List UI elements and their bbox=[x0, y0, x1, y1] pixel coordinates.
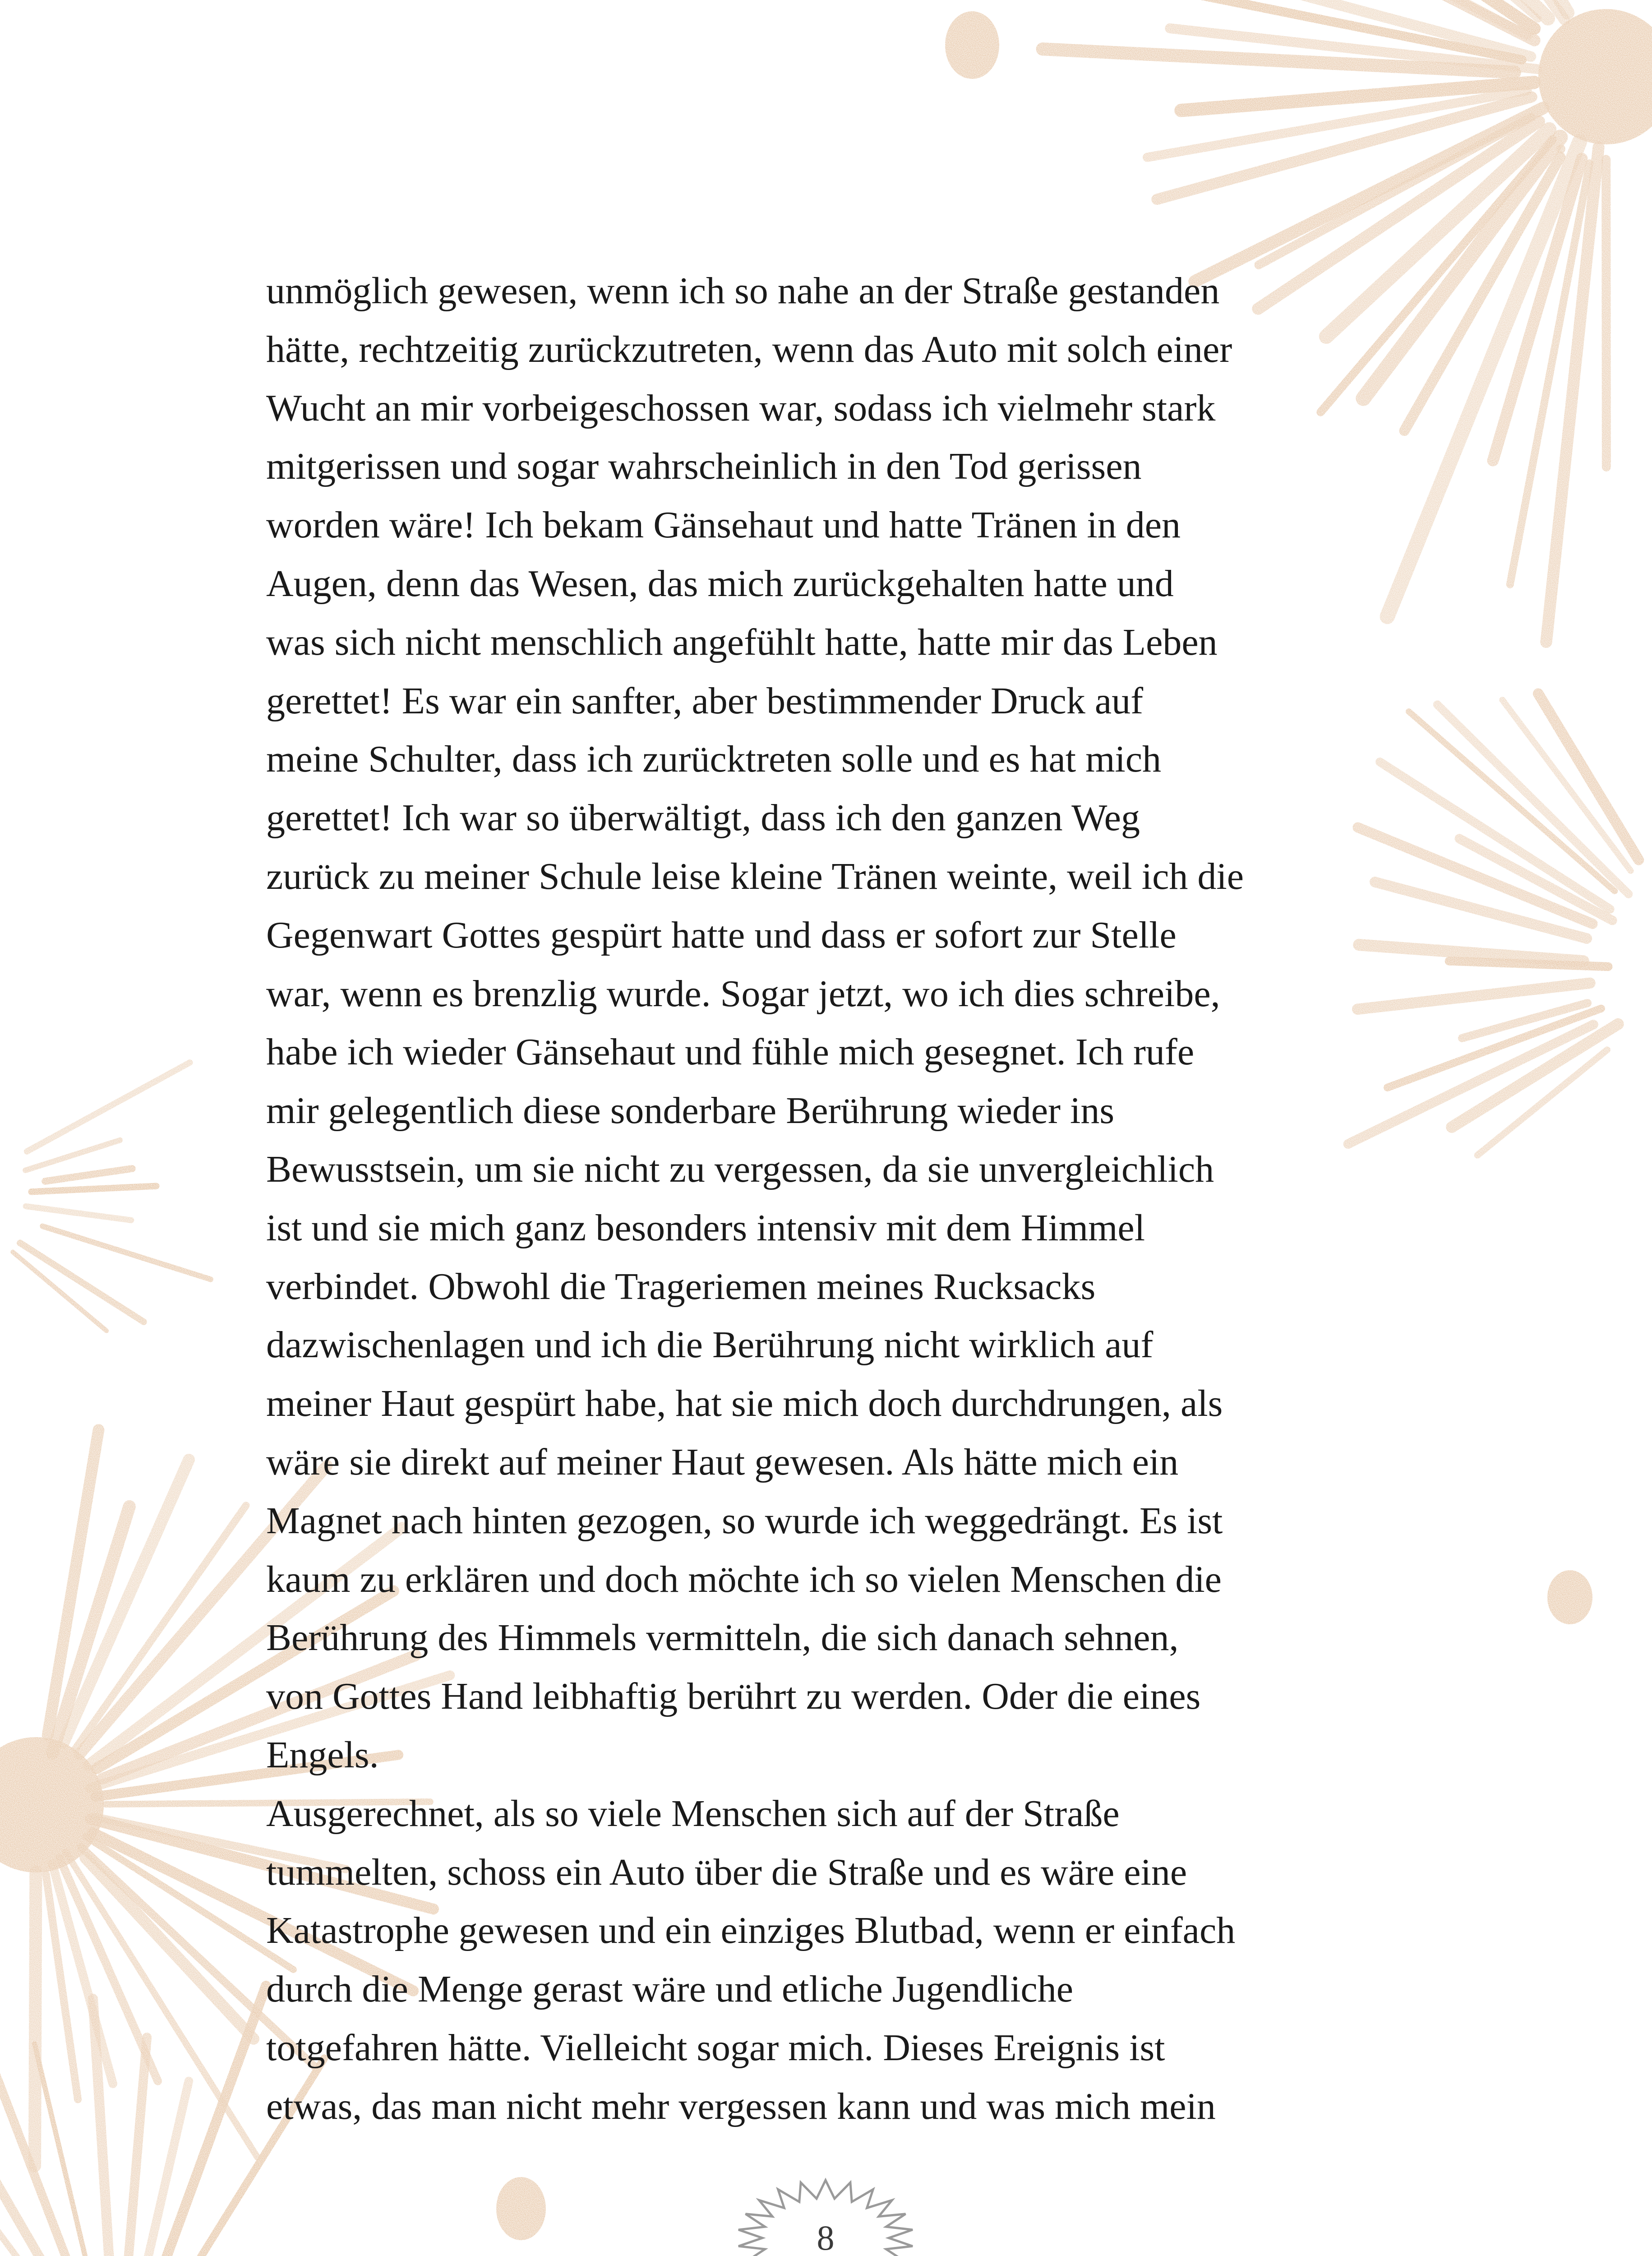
text-line: wäre sie direkt auf meiner Haut gewesen. Als hätte mich ein bbox=[266, 1441, 1179, 1483]
text-line: Engels. bbox=[266, 1734, 379, 1776]
text-line: etwas, das man nicht mehr vergessen kann und was mich mein bbox=[266, 2085, 1216, 2127]
text-line: durch die Menge gerast wäre und etliche Jugendliche bbox=[266, 1968, 1073, 2011]
gold-dot bbox=[1556, 144, 1565, 153]
gold-dot bbox=[1547, 1570, 1592, 1624]
body-text bbox=[266, 262, 1394, 2136]
gold-dot bbox=[496, 2177, 546, 2240]
text-line: Wucht an mir vorbeigeschossen war, sodass ich vielmehr stark bbox=[266, 387, 1216, 429]
text-line: Katastrophe gewesen und ein einziges Blutbad, wenn er einfach bbox=[266, 1909, 1236, 1952]
text-line: Bewusstsein, um sie nicht zu vergessen, da sie unvergleichlich bbox=[266, 1148, 1214, 1190]
gold-dot bbox=[945, 11, 999, 79]
page-number-badge bbox=[731, 2175, 920, 2256]
text-line: unmöglich gewesen, wenn ich so nahe an der Straße gestanden bbox=[266, 270, 1220, 312]
text-line: mitgerissen und sogar wahrscheinlich in den Tod gerissen bbox=[266, 445, 1142, 488]
text-line: tummelten, schoss ein Auto über die Straße und es wäre eine bbox=[266, 1851, 1187, 1893]
text-line: kaum zu erklären und doch möchte ich so vielen Menschen die bbox=[266, 1558, 1222, 1600]
gold-ray bbox=[32, 1186, 157, 1192]
text-line: Ausgerechnet, als so viele Menschen sich auf der Straße bbox=[266, 1792, 1120, 1835]
text-line: Augen, denn das Wesen, das mich zurückgehalten hatte und bbox=[266, 562, 1174, 605]
text-line: meiner Haut gespürt habe, hat sie mich doch durchdrungen, als bbox=[266, 1382, 1223, 1425]
text-line: Magnet nach hinten gezogen, so wurde ich weggedrängt. Es ist bbox=[266, 1499, 1223, 1542]
gold-ray bbox=[150, 1986, 266, 2256]
text-line: hätte, rechtzeitig zurückzutreten, wenn das Auto mit solch einer bbox=[266, 328, 1232, 370]
text-line: habe ich wieder Gänsehaut und fühle mich gesegnet. Ich rufe bbox=[266, 1031, 1195, 1073]
text-line: Berührung des Himmels vermitteln, die sich danach sehnen, bbox=[266, 1617, 1179, 1659]
gold-ray bbox=[27, 1063, 190, 1151]
gold-ray bbox=[35, 2043, 99, 2256]
text-line: Gegenwart Gottes gespürt hatte und dass er sofort zur Stelle bbox=[266, 914, 1177, 956]
gold-ray bbox=[1195, 108, 1543, 281]
text-line: dazwischenlagen und ich die Berührung nicht wirklich auf bbox=[266, 1324, 1154, 1366]
text-line: verbindet. Obwohl die Trageriemen meines Rucksacks bbox=[266, 1265, 1096, 1308]
text-line: von Gottes Hand leibhaftig berührt zu werden. Oder die eines bbox=[266, 1675, 1201, 1718]
gold-dot bbox=[1538, 9, 1652, 144]
text-line: gerettet! Es war ein sanfter, aber bestimmender Druck auf bbox=[266, 680, 1144, 722]
gold-ray bbox=[35, 1872, 36, 2166]
text-line: mir gelegentlich diese sonderbare Berührung wieder ins bbox=[266, 1090, 1115, 1132]
gold-ray bbox=[0, 2066, 84, 2256]
text-line: gerettet! Ich war so überwältigt, dass ich den ganzen Weg bbox=[266, 797, 1140, 839]
text-line: worden wäre! Ich bekam Gänsehaut und hatte Tränen in den bbox=[266, 504, 1181, 546]
gold-ray bbox=[125, 2037, 147, 2256]
gold-ray bbox=[26, 1206, 131, 1220]
gold-ray bbox=[45, 1169, 132, 1181]
text-line: meine Schulter, dass ich zurücktreten solle und es hat mich bbox=[266, 738, 1162, 781]
text-line: totgefahren hätte. Vielleicht sogar mich. Dieses Ereignis ist bbox=[266, 2026, 1165, 2069]
text-line: war, wenn es brenzlig wurde. Sogar jetzt, wo ich dies schreibe, bbox=[266, 972, 1220, 1015]
text-line: was sich nicht menschlich angefühlt hatte, hatte mir das Leben bbox=[266, 621, 1218, 663]
text-line: zurück zu meiner Schule leise kleine Tränen weinte, weil ich die bbox=[266, 855, 1244, 897]
page-number: 8 bbox=[817, 2218, 835, 2256]
text-line: ist und sie mich ganz besonders intensiv mit dem Himmel bbox=[266, 1207, 1145, 1249]
